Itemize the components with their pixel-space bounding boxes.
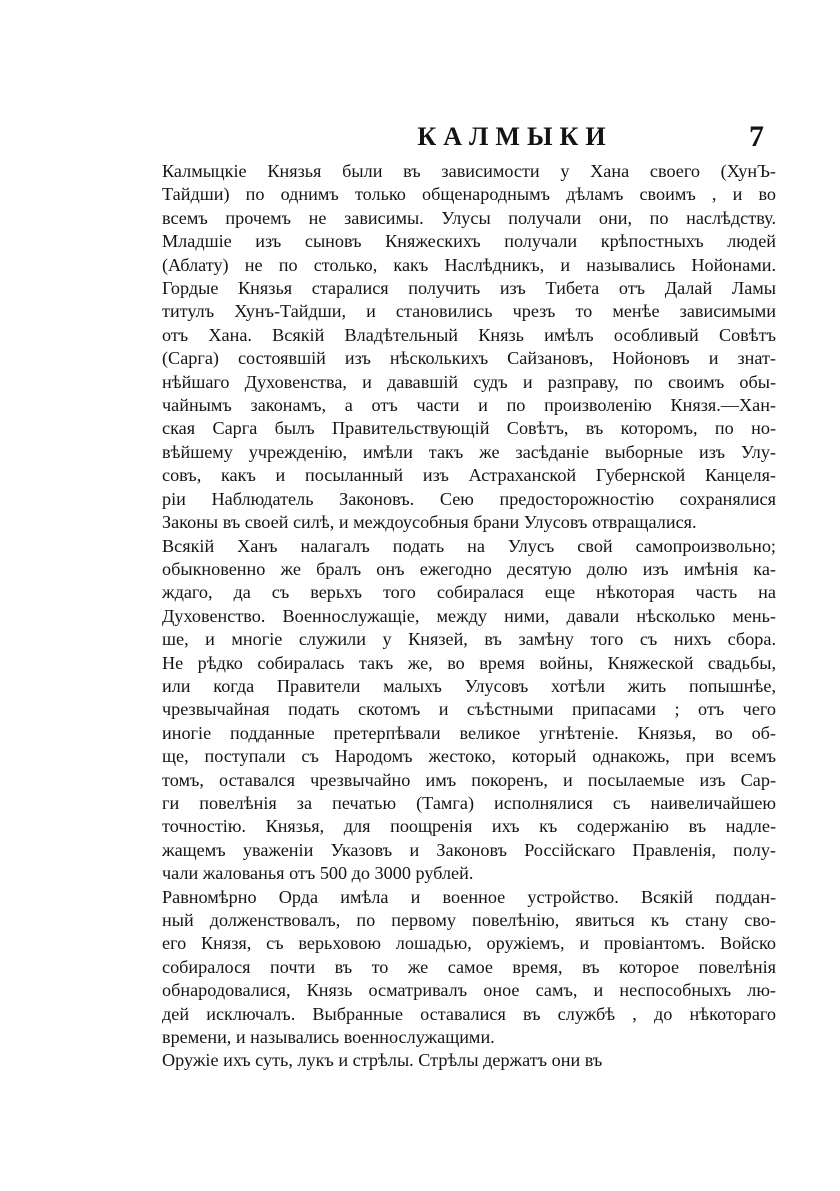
- text-line: чайнымъ законамъ, а отъ части и по произволенію Князя.—Хан-: [162, 395, 776, 416]
- text-line: (Сарга) состоявшій изъ нѣсколькихъ Сайзановъ, Нойоновъ и знат-: [162, 348, 776, 369]
- text-line: точностію. Князья, для поощренія ихъ къ содержанію въ надле-: [162, 816, 776, 837]
- text-line: жащемъ уваженіи Указовъ и Законовъ Россійскаго Правленія, полу-: [162, 839, 776, 860]
- text-line: Калмыцкіе Князья были въ зависимости у Хана своего (ХунЪ-: [162, 161, 776, 181]
- text-line: его Князя, съ верьховою лошадью, оружіемъ, и провіантомъ. Войско: [162, 933, 776, 954]
- text-line: Тайдши) по однимъ только общенароднымъ дѣламъ своимъ , и во: [162, 184, 776, 205]
- text-line: обыкновенно же бралъ онъ ежегодно десятую долю изъ имѣнія ка-: [162, 558, 776, 579]
- paragraph: [128, 160, 776, 535]
- text-line: нѣйшаго Духовенства, и дававшій судъ и разправу, по своимъ обы-: [162, 371, 776, 392]
- paragraph: [128, 1049, 776, 1072]
- text-line: иногіе подданные претерпѣвали великое угнѣтеніе. Князья, во об-: [162, 722, 776, 743]
- text-line: томъ, оставался чрезвычайно имъ покоренъ, и посылаемые изъ Сар-: [162, 769, 776, 790]
- text-line: Младшіе изъ сыновъ Княжескихъ получали крѣпостныхъ людей: [162, 231, 776, 252]
- text-line: Оружіе ихъ суть, лукъ и стрѣлы. Стрѣлы держатъ они въ: [162, 1050, 603, 1071]
- page-number: 7: [749, 120, 764, 153]
- text-line: вѣйшему учрежденію, имѣли такъ же засѣданіе выборные изъ Улу-: [162, 441, 776, 462]
- text-line: всемъ прочемъ не зависимы. Улусы получали они, по наслѣдству.: [162, 207, 776, 228]
- text-line: отъ Хана. Всякій Владѣтельный Князь имѣлъ особливый Совѣтъ: [162, 324, 776, 345]
- text-line: титулъ Хунъ-Тайдши, и становились чрезъ то менѣе зависимыми: [162, 301, 776, 322]
- text-line: ждаго, да съ верьхъ того собиралася еще нѣкоторая часть на: [162, 582, 776, 603]
- text-line: собиралося почти въ то же самое время, въ которое повелѣнія: [162, 956, 776, 977]
- text-line: (Аблату) не по столько, какъ Наслѣдникъ, и назывались Нойонами.: [162, 254, 776, 275]
- text-line: обнародовалися, Князь осматривалъ оное самъ, и неспособныхъ лю-: [162, 980, 776, 1001]
- text-line: дей исключалъ. Выбранные оставалися въ службѣ , до нѣкотораго: [162, 1003, 776, 1024]
- running-head: [130, 122, 770, 156]
- text-line: ріи Наблюдатель Законовъ. Сею предосторожностію сохранялися: [162, 488, 776, 509]
- text-line: ще, поступали съ Народомъ жестоко, который однакожь, при всемъ: [162, 746, 776, 767]
- text-line: или когда Правители малыхъ Улусовъ хотѣли жить попышнѣе,: [162, 675, 776, 696]
- text-line: чали жалованья отъ 500 до 3000 рублей.: [162, 863, 474, 884]
- text-line: Всякій Ханъ налагалъ подать на Улусъ свой самопроизвольно;: [162, 535, 776, 556]
- text-line: ги повелѣнія за печатью (Тамга) исполнялися съ наивеличайшею: [162, 792, 776, 813]
- text-line: Законы въ своей силѣ, и междоусобныя брани Улусовъ отвращалися.: [162, 512, 697, 533]
- page-title: КАЛМЫКИ: [417, 122, 613, 151]
- text-line: времени, и назывались военнослужащими.: [162, 1027, 495, 1048]
- text-line: Не рѣдко собиралась такъ же, во время войны, Княжеской свадьбы,: [162, 652, 776, 673]
- text-line: совъ, какъ и посыланный изъ Астраханской Губернской Канцеля-: [162, 465, 776, 486]
- text-line: Равномѣрно Орда имѣла и военное устройство. Всякій поддан-: [162, 886, 776, 907]
- text-line: ше, и многіе служили у Князей, въ замѣну того съ нихъ сбора.: [162, 629, 776, 650]
- body-text: [128, 160, 776, 1073]
- paragraph: [128, 535, 776, 886]
- text-line: ный долженствовалъ, по первому повелѣнію, явиться къ стану сво-: [162, 910, 776, 930]
- text-line: Гордые Князья старалися получить изъ Тибета отъ Далай Ламы: [162, 278, 776, 299]
- text-line: ская Сарга былъ Правительствующій Совѣтъ, въ которомъ, по но-: [162, 418, 776, 439]
- paragraph: [128, 886, 776, 1050]
- text-line: чрезвычайная подать скотомъ и съѣстными припасами ; отъ чего: [162, 699, 776, 720]
- text-line: Духовенство. Военнослужащіе, между ними, давали нѣсколько мень-: [162, 605, 776, 626]
